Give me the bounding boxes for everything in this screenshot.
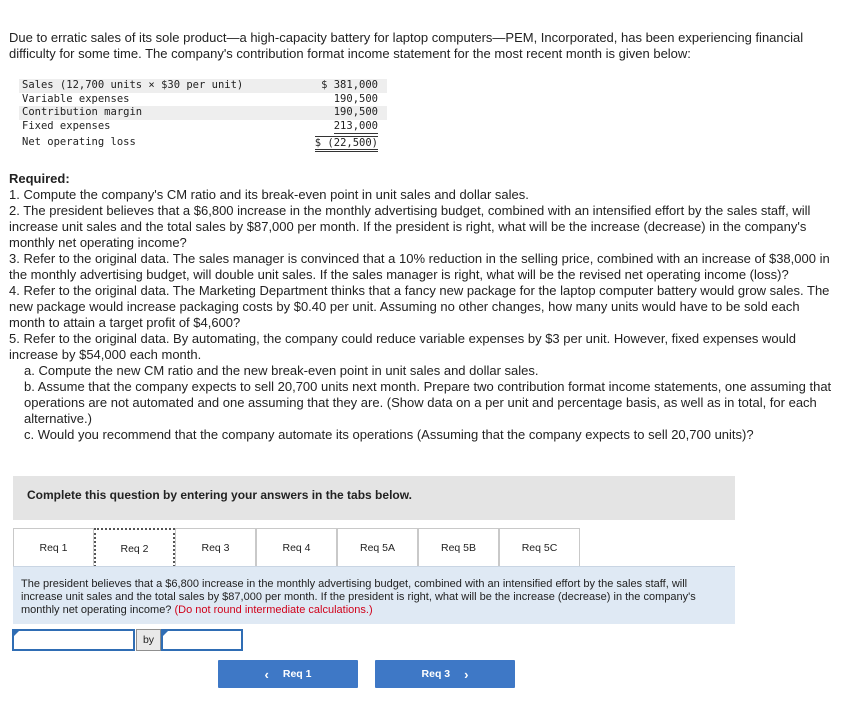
statement-label: Net operating loss [22, 136, 136, 148]
statement-row-sales [19, 79, 387, 93]
answer-input-amount[interactable] [161, 629, 243, 651]
tab-req-3[interactable]: Req 3 [175, 528, 256, 567]
requirement-5a: a. Compute the new CM ratio and the new break-even point in unit sales and dollar sales. [24, 363, 539, 378]
requirement-4: 4. Refer to the original data. The Marketing Department thinks that a fancy new package for the laptop computer battery would grow sales. The new package would increase packaging costs by $0.40 per unit. Assuming no other changes, how many units would have to be sold each month to attain a target profit of $4,600? [9, 283, 830, 330]
requirement-1: 1. Compute the company's CM ratio and its break-even point in unit sales and dollar sales. [9, 187, 529, 202]
statement-value: $ 381,000 [321, 79, 378, 91]
statement-label: Fixed expenses [22, 119, 111, 132]
income-statement [19, 79, 387, 150]
requirement-tabs [13, 528, 580, 567]
answer-input-label[interactable] [12, 629, 135, 651]
input-marker-icon [163, 631, 168, 636]
prev-label: Req 1 [282, 668, 312, 680]
statement-row-cm [19, 106, 387, 120]
rounding-note: (Do not round intermediate calculations.) [174, 604, 373, 616]
tab-req-4[interactable]: Req 4 [256, 528, 337, 567]
tab-req-2[interactable]: Req 2 [94, 528, 175, 567]
question-text [21, 578, 731, 617]
question-panel [13, 566, 735, 624]
requirement-5: 5. Refer to the original data. By automating, the company could reduce variable expenses by $3 per unit. However, fixed expenses would increase by $54,000 each month. [9, 331, 796, 362]
statement-value: $ (22,500) [315, 136, 378, 152]
instruction-text: Complete this question by entering your answers in the tabs below. [27, 488, 412, 502]
requirement-5c: c. Would you recommend that the company automate its operations (Assuming that the company expects to sell 20,700 units)? [24, 427, 754, 442]
statement-label: Sales (12,700 units × $30 per unit) [22, 79, 244, 91]
requirement-5b: b. Assume that the company expects to sell 20,700 units next month. Prepare two contribution format income statements, one assuming that operations are not automated and one assuming that they are. (Show data on a per unit and percentage basis, as well as in total, for each alternative.) [24, 379, 832, 426]
statement-value: 190,500 [333, 106, 378, 118]
next-req-button[interactable] [375, 660, 515, 688]
statement-row-variable [19, 93, 387, 107]
instruction-bar [13, 476, 735, 520]
requirements [9, 171, 839, 443]
statement-value: 190,500 [334, 93, 378, 108]
chevron-left-icon: ‹ [264, 666, 269, 682]
tab-req-1[interactable]: Req 1 [13, 528, 94, 567]
tab-req-5c[interactable]: Req 5C [499, 528, 580, 567]
statement-row-net [19, 136, 387, 150]
prev-req-button[interactable] [218, 660, 358, 688]
next-label: Req 3 [421, 668, 451, 680]
tab-req-5a[interactable]: Req 5A [337, 528, 418, 567]
requirement-3: 3. Refer to the original data. The sales manager is convinced that a 10% reduction in the selling price, combined with an increase of $38,000 in the monthly advertising budget, will double unit sales. If the sales manager is right, what will be the revised net operating income (loss)? [9, 251, 830, 282]
statement-label: Contribution margin [22, 106, 143, 118]
question-body: The president believes that a $6,800 increase in the monthly advertising budget, combined with an intensified effort by the sales staff, will increase unit sales and the total sales by $87,000 per month. If the president is right, what will be the increase (decrease) in the company's monthly net operating income? [21, 578, 696, 616]
statement-value: 213,000 [334, 120, 378, 135]
tab-req-5b[interactable]: Req 5B [418, 528, 499, 567]
statement-label: Variable expenses [22, 92, 130, 105]
problem-intro: Due to erratic sales of its sole product—a high-capacity battery for laptop computers—PEM, Incorporated, has been experiencing financial difficulty for some time. The company's contribution format income statement for the most recent month is given below: [9, 30, 804, 61]
increase-decrease-select[interactable]: by [136, 629, 161, 651]
required-heading: Required: [9, 171, 70, 186]
chevron-right-icon: › [464, 666, 469, 682]
statement-row-fixed [19, 120, 387, 134]
requirement-2: 2. The president believes that a $6,800 increase in the monthly advertising budget, combined with an intensified effort by the sales staff, will increase unit sales and the total sales by $87,000 per month. If the president is right, what will be the increase (decrease) in the company's monthly net operating income? [9, 203, 811, 250]
input-marker-icon [14, 631, 19, 636]
